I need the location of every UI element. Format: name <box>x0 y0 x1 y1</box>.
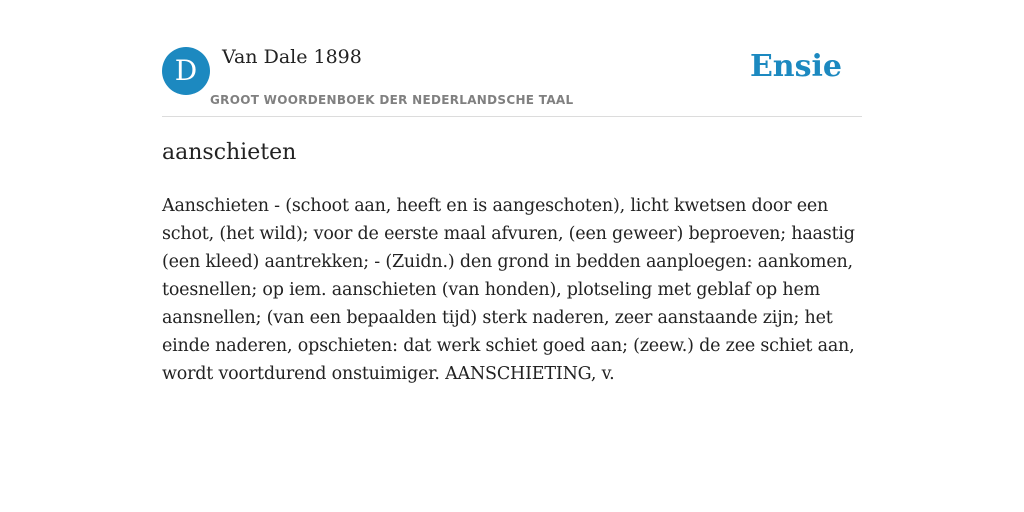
entry-headword: aanschieten <box>162 140 297 165</box>
source-logo: D <box>162 47 210 95</box>
source-subtitle: GROOT WOORDENBOEK DER NEDERLANDSCHE TAAL <box>210 93 574 107</box>
brand-logo[interactable]: Ensie <box>749 49 842 84</box>
source-title[interactable]: Van Dale 1898 <box>222 46 362 68</box>
dictionary-header <box>162 46 862 117</box>
entry-definition: Aanschieten - (schoot aan, heeft en is aangeschoten), licht kwetsen door een schot, (het wild); voor de eerste maal afvuren, (een geweer) beproeven; haastig (een kleed) aantrekken; - (Zuidn.) den grond in bedden aanploegen: aankomen, toesnellen; op iem. aanschieten (van honden), plotseling met geblaf op hem aansnellen; (van een bepaalden tijd) sterk naderen, zeer aanstaande zijn; het einde naderen, opschieten: dat werk schiet goed aan; (zeew.) de zee schiet aan, wordt voortdurend onstuimiger. AANSCHIETING, v. <box>162 196 855 384</box>
